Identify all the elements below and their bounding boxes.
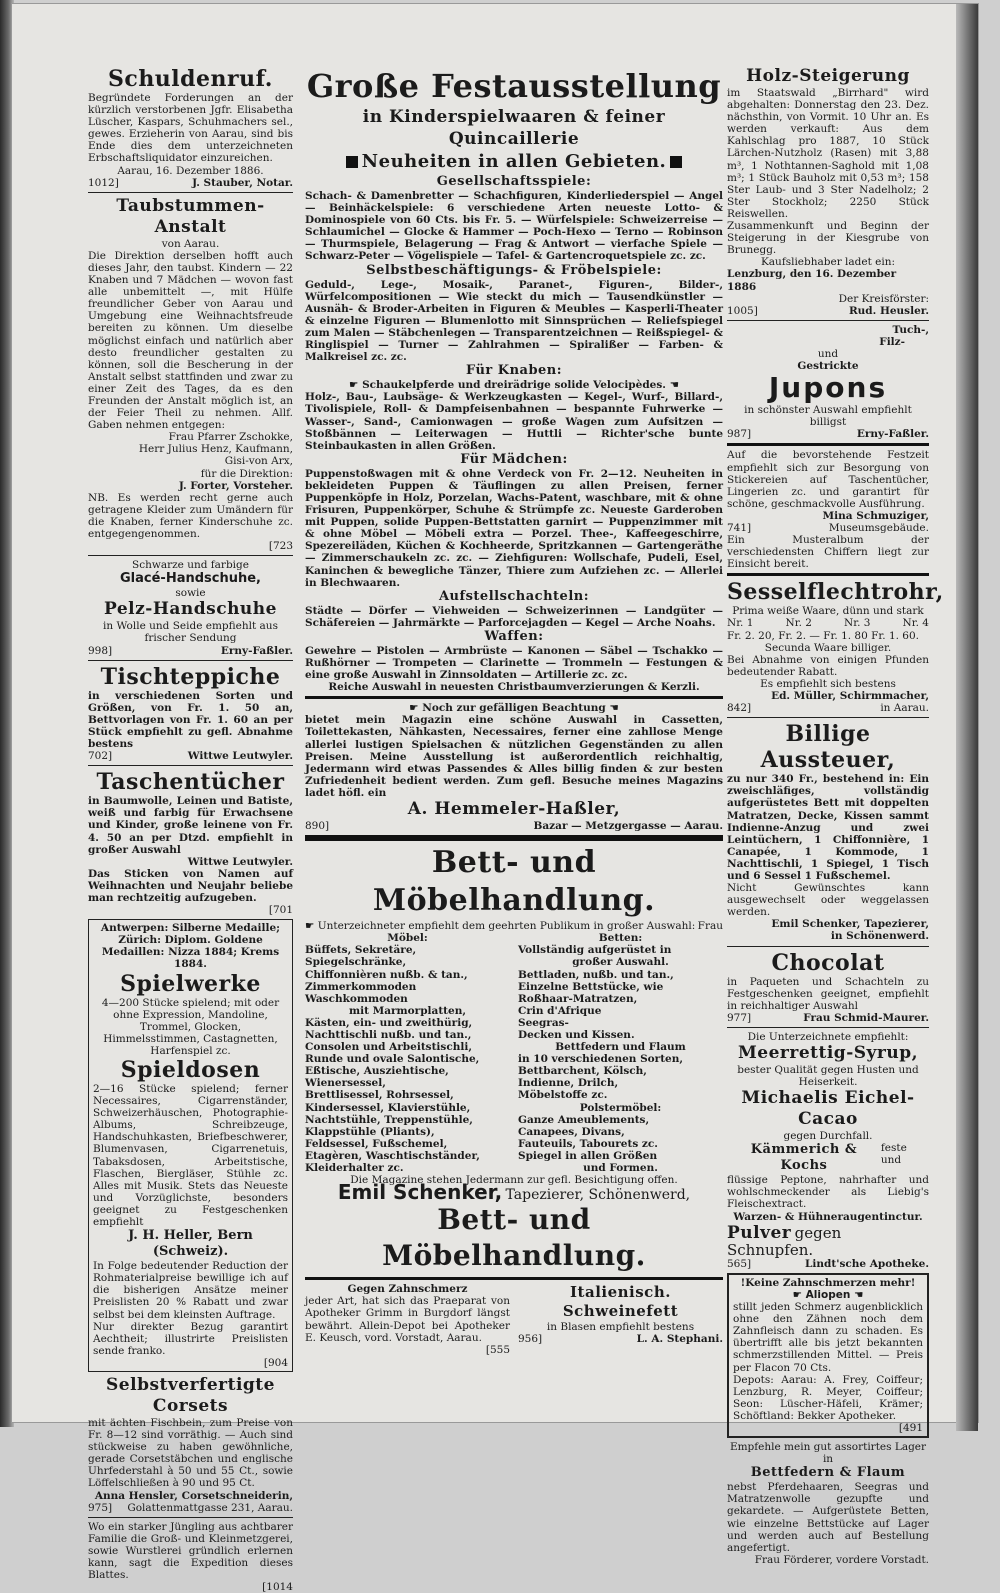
list-item: Eßtische, Ausziehtische, [305,1065,449,1078]
list-item: in 10 verschiedenen Sorten, [518,1053,684,1066]
tuch: Tuch-, [892,323,929,336]
address: Golattenmattgasse 231, Aarau. [127,1501,293,1514]
sessel-nr: Nr. 3 [844,617,871,630]
schuldenruf-title: Schuldenruf. [108,66,273,92]
kammerich-title: Kämmerich & Kochs [750,1142,858,1174]
list-item: Büffets, Sekretäre, [305,944,417,957]
signature: Ed. Müller, Schirmmacher, [771,690,929,703]
list-item: Kindersessel, Klavierstühle, [305,1101,471,1114]
holz-body-3: Kaufsliebhaber ladet ein: [760,256,896,269]
meer-pre: Die Unterzeichnete empfiehlt: [747,1030,909,1043]
list-item: Vollständig aufgerüstet in [518,944,672,957]
choc-title: Chocolat [771,949,885,976]
maedchen-title: Für Mädchen: [460,451,568,467]
ital-title: Italienisch. Schweinefett [562,1283,679,1321]
divider [88,1517,293,1518]
signature: Lindt'sche Apotheke. [805,1257,929,1270]
list-item: Ganze Ameublements, [518,1113,650,1126]
meer-title: Meerrettig-Syrup, [737,1043,919,1063]
sessel-title: Sesselflechtrohr, [727,579,944,606]
tasch-note: Das Sticken von Namen auf Weihnachten und Neujahr beliebe man rechtzeitig aufzugeben. [88,867,293,904]
betten-head: Betten: [598,932,643,945]
pulver-line [727,1223,929,1258]
michaelis-body: gegen Durchfall. [783,1130,873,1143]
divider [727,573,929,576]
ad-number: 956] [518,1333,543,1346]
taub-body: Die Direktion derselben hofft auch dieses Jahr, den taubst. Kindern — 22 Knaben und 7 Mädchen — wovon fast alle unbemittelt —, mit Hülfe freundlicher Geber von Aarau und Umgebung eine Weihnachtsfreude bereiten zu können. Um dieselbe möglichst einfach und natürlich aber desto freundlicher gestalten zu können, soll die Bescherung in der Anstalt selbst stattfinden und zwar zu einer Zeit des Tages, da es den Freunden der Anstalt möglich ist, an der Feier Theil zu nehmen. Allf. Gaben nehmen entgegen: [88,249,293,432]
list-item: Spiegel in allen Größen [518,1149,658,1162]
list-item: Bettfedern und Flaum [555,1041,686,1054]
ad-number: [1014 [262,1581,293,1593]
zahn-ad [305,1283,510,1356]
list-item: Kästen, ein- und zweithürig, [305,1016,473,1029]
choc-footer [727,1012,929,1024]
aus-note: Nicht Gewünschtes kann ausgewechselt oder weggelassen werden. [727,882,929,919]
list-item: Seegras- [518,1016,569,1029]
bottom-body: Wo ein starker Jüngling aus achtbarer Familie die Groß- und Kleinmetzgerei, sowie Wurstlerei gründlich erlernen kann, sagt die Expedition dieses Blattes. [88,1520,293,1582]
heller-ad-box [88,919,293,1372]
list-item: Roßhaar-Matratzen, [518,992,638,1005]
jupons-footer [727,428,929,440]
pulver-rest: gegen Schnupfen. [727,1223,842,1259]
bett-intro-right: Frau [697,920,723,933]
ad-number: [555 [485,1343,510,1356]
kammerich-body: flüssige Peptone, nahrhafter und wohlschmeckender als Liebig's Fleischextract. [727,1174,929,1211]
sessel-numbers [727,617,929,629]
ad-number: 702] [88,750,113,763]
ad-number: [701 [268,904,293,917]
holz-body: im Staatswald „Birrhard" wird abgehalten: Donnerstag den 23. Dez. nächsthin, von Vormit. 10 Uhr an. Es werden verkauft: Aus dem Kahlschlag pro 1887, 10 Stück Lärchen-Nutzholz (Rasen) mit 3,88 m³, 1 Nothtannen-Saghold mit 1,08 m³; 1 Stück Bauholz mit 0,53 m³; 158 Ster Laub- und 3 Ster Nadelholz; 2 Ster Stockholz; 2250 Stück Reiswellen. [727,87,929,220]
list-item: Klappstühle (Pliants), [305,1125,435,1138]
signature: Erny-Faßler. [220,644,293,657]
beacht-body: bietet mein Magazin eine schöne Auswahl in Cassetten, Toilettekasten, Nähkasten, Necessaires, ferner eine zahllose Menge allerlei lustigen Spielsachen & nützlichen Gegenständen zu allen Preisen. Meine Ausstellung ist außerordentlich reichhaltig, Jedermann wird etwas Passendes & Alles billig finden & zur besten Zufriedenheit bedient werden. Zum gefl. Besuche meines Magazins ladet höfl. ein [305,714,723,799]
address: in Schönenwerd. [830,930,929,943]
holz-footer [727,305,929,317]
knaben-lead: Schaukelpferde und dreirädrige solide Velocipèdes. [362,379,666,392]
aliop-title: Aliopen [805,1288,851,1301]
list-item: Chiffonnièren nußb. & tan., [305,968,468,981]
pointing-hand-icon: ☚ [605,702,619,715]
taub-name-4: für die Direktion: [200,467,293,480]
auf-body: Städte — Dörfer — Viehweiden — Schweizerinnen — Landgüter — Schäfereien — Jahrmärkte — Parforcejagden — Kegel — Arche Noahs. [305,604,723,629]
ecke: Empfehle mein gut assortirtes Lager in [729,1441,927,1466]
list-item: Feldsessel, Fußschemel, [305,1137,448,1150]
ges-title: Gesellschaftsspiele: [436,174,592,189]
michaelis-title: Michaelis Eichel-Cacao [741,1088,915,1130]
divider [305,1277,723,1280]
list-item: Bettladen, nußb. und tan., [518,968,674,981]
signature: J. Stauber, Notar. [192,176,293,189]
zahn-title: Gegen Zahnschmerz [347,1283,468,1296]
address: Bazar — Metzgergasse — Aarau. [533,820,723,833]
signature: L. A. Stephani. [636,1333,723,1346]
sessel-emp: Es empfiehlt sich bestens [760,677,896,690]
bettf-title: Bettfedern & Flaum [750,1465,906,1481]
list-item: Möbelstoffe zc. [518,1089,608,1102]
signature: Emil Schenker, Tapezierer, [771,918,929,931]
right-column [727,66,944,1566]
list-item: Brettlisessel, Rohrsessel, [305,1089,454,1102]
selbst-body: Geduld-, Lege-, Mosaik-, Paranet-, Figuren-, Bilder-, Würfelcompositionen — Wie steckt du mich — Tausendkünstler — Ausnäh- & Broder-Arbeiten in Figuren & Meubles — Kasperli-Theater & einzelne Figuren — Blumenlotto mit Sinnsprüchen — Reliefspiegel zum Malen — Stäbchenlegen — Transparentzeichnen — Reißspiegel- & Ringlispiel — Turner — Zahlrahmen — Spiralißer — Farben- & Malkreisel zc. zc. [305,278,723,364]
filz: Filz- [879,335,905,348]
pulver-footer [727,1258,929,1270]
schuldenruf-footer [88,177,293,189]
holz-body-2: Zusammenkunft und Beginn der Steigerung in der Kiesgrube von Brunegg. [727,220,929,257]
pointing-hand-icon: ☛ [409,702,423,715]
fest-footer [727,522,929,534]
ad-number: 975] [88,1501,113,1514]
glace-title: Glacé-Handschuhe, [120,571,261,587]
corsets-body: mit ächten Fischbein, zum Preise von Fr. 8—12 sind vorräthig. — Auch sind stückweise zu haben gewöhnliche, gerade Corsetstäbchen und englische Uhrfederstahl à 50 und 55 Ct., sowie Löffelschließen à 90 und 95 Ct. [88,1416,293,1490]
list-item: Nachttischli nußb. und tan., [305,1028,472,1041]
knaben-title: Für Knaben: [465,363,563,379]
list-item: Wienersessel, [305,1077,386,1090]
spielwerke-title: Spielwerke [120,970,261,997]
neuheiten-text: Neuheiten in allen Gebieten. [361,151,667,172]
tasch-title: Taschentücher [96,769,285,796]
kammerich-line [727,1142,929,1174]
moebel-list [305,932,510,1174]
divider [305,696,723,699]
list-item: Spiegelschränke, [305,956,407,969]
divider [727,443,929,446]
holz-role: Der Kreisförster: [838,292,929,305]
list-item: Kleiderhalter zc. [305,1162,404,1174]
list-item: Decken und Kissen. [518,1028,635,1041]
ad-number: 565] [727,1257,752,1270]
knaben-body: Holz-, Bau-, Laubsäge- & Werkzeugkasten — Kegel-, Wurf-, Billard-, Tivolispiele, Roll- & Dampfeisenbahnen — bespannte Fuhrwerke — Wasser-, Sand-, Camionwagen — große Wagen zum Aufsitzen — Stoßbännen — Leiterwagen — Huttli — Richter'sche bunte Steinbaukasten in allen Größen. [305,391,723,452]
list-item: Zimmerkommoden [305,980,417,993]
address: in Aarau. [880,702,929,715]
signature: Frau Förderer, vordere Vorstadt. [754,1553,929,1566]
fest-title: Große Festausstellung [306,67,722,105]
ad-number: 741] [727,522,752,534]
divider [305,835,723,841]
bettf-body: nebst Pferdehaaren, Seegras und Matratzenwolle gezupfte und gekardete. — Aufgerüstete Betten, wie einzelne Bettstücke auf Lager und werden auch auf Bestellung angefertigt. [727,1481,929,1554]
taub-nb: NB. Es werden recht gerne auch getragene Kleider zum Umändern für die Knaben, ferner Kinderschuhe zc. entgegengenommen. [88,491,293,540]
pointing-hand-icon: ☛ [792,1288,806,1301]
neuheiten-line [305,150,723,174]
pointing-hand-icon: ☛ [349,379,363,392]
fest-note: Ein Musteralbum der verschiedensten Chiffern liegt zur Einsicht bereit. [727,534,929,571]
bett-title: Bett- und Möbelhandlung. [372,845,656,919]
heller-body: In Folge bedeutender Reduction der Rohmaterialpreise bewillige ich auf die bisherigen Ansätze meiner Preislisten 20 % Rabatt und zwar selbst bei dem kleinsten Auftrage. [93,1260,288,1321]
ad-number: [904 [263,1356,288,1369]
sessel-sec: Secunda Waare billiger. [764,641,892,654]
signature: Wittwe Leutwyler. [187,855,293,868]
signature: Erny-Faßler. [856,428,929,441]
taub-name-1: Frau Pfarrer Zschokke, [168,431,293,444]
aliop-ad-box [727,1273,929,1438]
gestrickte: Gestrickte [797,360,859,373]
list-item: großer Auswahl. [572,956,669,969]
list-item: Runde und ovale Salontische, [305,1053,480,1066]
bett-title-2: Bett- und Möbelhandlung. [382,1203,646,1273]
pulver-title: Pulver [727,1222,792,1243]
list-item: Consolen und Arbeitstischli, [305,1041,472,1054]
ad-number: 998] [88,644,113,657]
list-item: Waschkommoden [305,992,408,1005]
heller-note: Nur direkter Bezug garantirt Aechtheit; illustrirte Preislisten sende franko. [93,1320,288,1357]
knaben-lead-line [305,379,723,391]
choc-body: in Paqueten und Schachteln zu Festgeschenken geeignet, empfiehlt in reichhaltiger Auswahl [727,975,929,1012]
ad-number: 1005] [727,304,758,317]
aus-body: zu nur 340 Fr., bestehend in: Ein zweischläfiges, vollständig aufgerüstetes Bett mit doppelten Matratzen, Decke, Kissen sammt Indienne-Anzug und zwei Leintüchern, 1 Chiffonnière, 1 Canapée, 1 Kommode, 1 Nachttischli, 1 Spiegel, 1 Tisch und 6 Sessel 1 Fußschemel. [727,773,929,882]
hemmeler-footer [305,820,723,832]
square-ornament-icon [670,156,682,168]
signature: Anna Hensler, Corsetschneiderin, [94,1489,293,1502]
pointing-hand-icon: ☛ [305,920,318,933]
divider [88,660,293,661]
list-item: mit Marmorplatten, [348,1004,466,1017]
tisch-body: in verschiedenen Sorten und Größen, von Fr. 1. 50 an, Bettvorlagen von Fr. 1. 60 an per Stück empfiehlt zu gefl. Abnahme bestens [88,689,293,751]
meer-body: bester Qualität gegen Husten und Heiserkeit. [737,1064,919,1089]
reiche-line: Reiche Auswahl in neuesten Christbaumverzierungen & Kerzli. [328,681,700,694]
taub-name-2: Herr Julius Henz, Kaufmann, [138,443,293,456]
sessel-nr: Nr. 2 [785,617,812,630]
left-column [88,66,293,1593]
list-item: Polstermöbel: [579,1101,662,1114]
schuldenruf-date: Aarau, 16. Dezember 1886. [117,164,264,177]
heller-name: J. H. Heller, Bern (Schweiz). [128,1228,253,1260]
corsets-title: Selbstverfertigte Corsets [106,1374,275,1416]
beacht-line [305,702,723,714]
page-edge-shadow [956,4,978,1431]
ital-body: in Blasen empfiehlt bestens [546,1321,695,1334]
divider [88,555,293,556]
sessel-nr: Nr. 1 [727,617,754,630]
ad-number: 890] [305,820,330,833]
divider [88,192,293,193]
fest-body: Auf die bevorstehende Festzeit empfiehlt sich zur Besorgung von Stickereien auf Taschentücher, Lingerien zc. und garantirt für schöne, geschmackvolle Ausführung. [727,449,929,510]
ad-number: 1012] [88,176,119,189]
pelz-title: Pelz-Handschuhe [104,599,277,620]
sessel-footer [727,702,929,714]
list-item: Crin d'Afrique [518,1004,602,1017]
signature: Rud. Heusler. [848,304,929,317]
divider [727,320,929,321]
zahn-body: jeder Art, hat sich das Praeparat von Apotheker Grimm in Burgdorf längst bewährt. Allein-Depot bei Apotheker E. Keusch, vord. Vorstadt, Aarau. [305,1295,510,1344]
pelz-body: in Wolle und Seide empfiehlt aus frischer Sendung [103,620,278,645]
tasch-body: in Baumwolle, Leinen und Batiste, weiß und farbig für Erwachsene und Kinder, große leinene von Fr. 4. 50 an per Dtzd. empfiehlt in großer Auswahl [88,795,293,856]
signature: Wittwe Leutwyler. [187,750,293,763]
beacht-title: Noch zur gefälligen Beachtung [422,702,606,715]
taub-title: Taubstummen-Anstalt [116,195,265,237]
list-item: Bettbarchent, Kölsch, [518,1065,647,1078]
divider [727,717,929,718]
waffen-body: Gewehre — Pistolen — Armbrüste — Kanonen — Säbel — Tschakko — Rußhörner — Trompeten — Clarinette — Trommeln — Festungen & eine große Auswahl in Zinnsoldaten — Artillerie zc. zc. [305,644,723,682]
schenker-rest: Tapezierer, Schönenwerd, [505,1187,691,1204]
schenker-name: Emil Schenker, [337,1180,503,1205]
bett-intro-line [305,920,723,932]
ad-number: 842] [727,702,752,715]
ad-number: 977] [727,1011,752,1024]
taub-name-5: J. Forter, Vorsteher. [178,479,293,492]
tisch-title: Tischteppiche [100,663,281,690]
glace-sowie: sowie [175,587,206,600]
ges-body: Schach- & Damenbretter — Schachfiguren, Kinderliederspiel — Angel — Beinhäckelspiele: 6 verschiedene Arten neueste Lotto- & Dominospiele von 60 Cts. bis Fr. 5. — Würfelspiele: Schweizerreise — Schlaumichel — Glocke & Hammer — Poch-Hexo — Terno — Robinson — Thurmspiele, Belagerung — Frag & Antwort — vierfache Spiele — Schwarz-Peter — Vögelispiele — Tafel- & Gartencroquetspiele zc. zc. [305,190,723,263]
aliop-depot: Depots: Aarau: A. Frey, Coiffeur; Lenzburg, R. Meyer, Coiffeur; Seon: Lüscher-Häfeli, Krämer; Schöftland: Bekker Apotheker. [733,1373,923,1422]
sessel-prices: Fr. 2. 20, Fr. 2. — Fr. 1. 80 Fr. 1. 60. [727,629,919,642]
ital-footer [518,1333,723,1345]
pointing-hand-icon: ☚ [665,379,679,392]
list-item: Canapees, Divans, [518,1125,625,1138]
warzen: Warzen- & Hühneraugentinctur. [733,1210,923,1223]
corsets-footer [88,1502,293,1514]
magazine-line: Die Magazine stehen Jedermann zur gefl. Besichtigung offen. [350,1174,678,1187]
list-item: Etagèren, Waschtischständer, [305,1149,480,1162]
pelz-footer [88,645,293,657]
aliop-body: stillt jeden Schmerz augenblicklich ohne den Zähnen noch dem Zahnfleisch dann zu schaden. Es übertrifft alle bis jetzt bekannten schmerzstillenden Mittel. — Preis per Flacon 70 Cts. [733,1301,923,1374]
auf-title: Aufstellschachteln: [438,588,590,604]
kammerich-side: feste und [880,1142,907,1167]
ital-ad [518,1283,723,1356]
ad-number: 987] [727,428,752,441]
aus-title: Billige Aussteuer, [760,721,896,774]
bett-intro: Unterzeichneter empfiehlt dem geehrten Publikum in großer Auswahl: [317,920,696,933]
jupons-title: Jupons [768,371,888,405]
holz-date: Lenzburg, den 16. Dezember 1886 [727,268,897,293]
glace-pre: Schwarze und farbige [132,559,249,572]
bett-lists [305,932,723,1174]
spielwerke-body: 4—200 Stücke spielend; mit oder ohne Expression, Mandoline, Trommel, Glocken, Himmelsstimmen, Castagnetten, Harfenspiel zc. [101,996,280,1057]
medal-line: Antwerpen: Silberne Medaille; Zürich: Diplom. Goldene Medaillen: Nizza 1884; Krems 1884. [100,922,281,971]
pointing-hand-icon: ☚ [850,1288,864,1301]
sessel-body: Prima weiße Waare, dünn und stark [732,605,924,618]
aliop-line [733,1289,923,1301]
divider [727,946,929,947]
taub-subtitle: von Aarau. [161,237,220,250]
middle-column [305,66,723,1411]
spieldosen-title: Spieldosen [120,1057,261,1083]
ad-number: [491 [898,1421,923,1434]
signature: Frau Schmid-Maurer. [803,1011,929,1024]
list-item: und Formen. [583,1162,658,1174]
holz-title: Holz-Steigerung [746,66,910,86]
divider [727,1027,929,1028]
taub-name-3: Gisi-von Arx, [224,455,293,468]
address: Museumsgebäude. [828,522,929,534]
hemmeler-name: A. Hemmeler-Haßler, [407,799,621,820]
list-item: Indienne, Drilch, [518,1077,619,1090]
spieldosen-body: 2—16 Stücke spielend; ferner Necessaires, Cigarrenständer, Schweizerhäuschen, Photographie-Albums, Schreibzeuge, Handschuhkasten, Briefbeschwerer, Blumenvasen, Cigarrenetuis, Tabaksdosen, Arbeitstische, Flaschen, Biergläser, Stühle zc. Alles mit Musik. Stets das Neueste und Vorzüglichste, besonders geeignet zu Festgeschenken empfiehlt [93,1083,288,1229]
fest-subtitle: in Kinderspielwaaren & feiner Quincaillerie [362,107,666,149]
sessel-note: Bei Abnahme von einigen Pfunden bedeutender Rabatt. [727,653,929,678]
sessel-nr: Nr. 4 [902,617,929,630]
list-item: Einzelne Bettstücke, wie [518,980,664,993]
selbst-title: Selbstbeschäftigungs- & Fröbelspiele: [366,262,662,278]
ad-number: [723 [268,540,293,553]
betten-list [518,932,723,1174]
signature: Mina Schmuziger, [822,509,929,522]
zahn-head: !Keine Zahnschmerzen mehr! [740,1276,916,1289]
square-ornament-icon [346,156,358,168]
maedchen-body: Puppenstoßwagen mit & ohne Verdeck von Fr. 2—12. Neuheiten in bekleideten Puppen & Täuflingen zu allen Preisen, ferner Puppenköpfe in Holz, Porzelan, Wachs-Patent, waschbare, mit & ohne Frisuren, Puppenkörper, Schuhe & Strümpfe zc. Neueste Garderoben mit Puppen, solide Puppen-Bettstatten garnirt — Puppenzimmer mit & ohne Möbel — Möbeli extra — Porzel. Thee-, Kaffeegeschirre, Spezereiläden, Küchen & Kochheerde, Spritzkannen — Gartengeräthe — Zimmerschaukeln zc. zc. — Ziehfiguren: Wollschafe, Pudeli, Esel, Kaninchen & bewegliche Tänzer, Thiere zum Aufziehen zc. — Allerlei in Blechwaaren. [305,467,723,589]
tisch-footer [88,750,293,762]
und: und [817,347,839,360]
waffen-title: Waffen: [484,628,544,644]
divider [88,765,293,766]
schuldenruf-body: Begründete Forderungen an der kürzlich verstorbenen Jgfr. Elisabetha Lüscher, Kaspars, Schuhmachers sel., gewes. Erzieherin von Aarau, sind bis Ende dies dem unterzeichneten Erbschaftsliquidator einzureichen. [88,92,293,165]
list-item: Nachtstühle, Treppenstühle, [305,1113,473,1126]
jupons-body: in schönster Auswahl empfiehlt billigst [744,404,912,429]
moebel-head: Möbel: [387,932,428,945]
list-item: Fauteuils, Tabourets zc. [518,1137,658,1150]
bottom-ads [305,1283,723,1356]
